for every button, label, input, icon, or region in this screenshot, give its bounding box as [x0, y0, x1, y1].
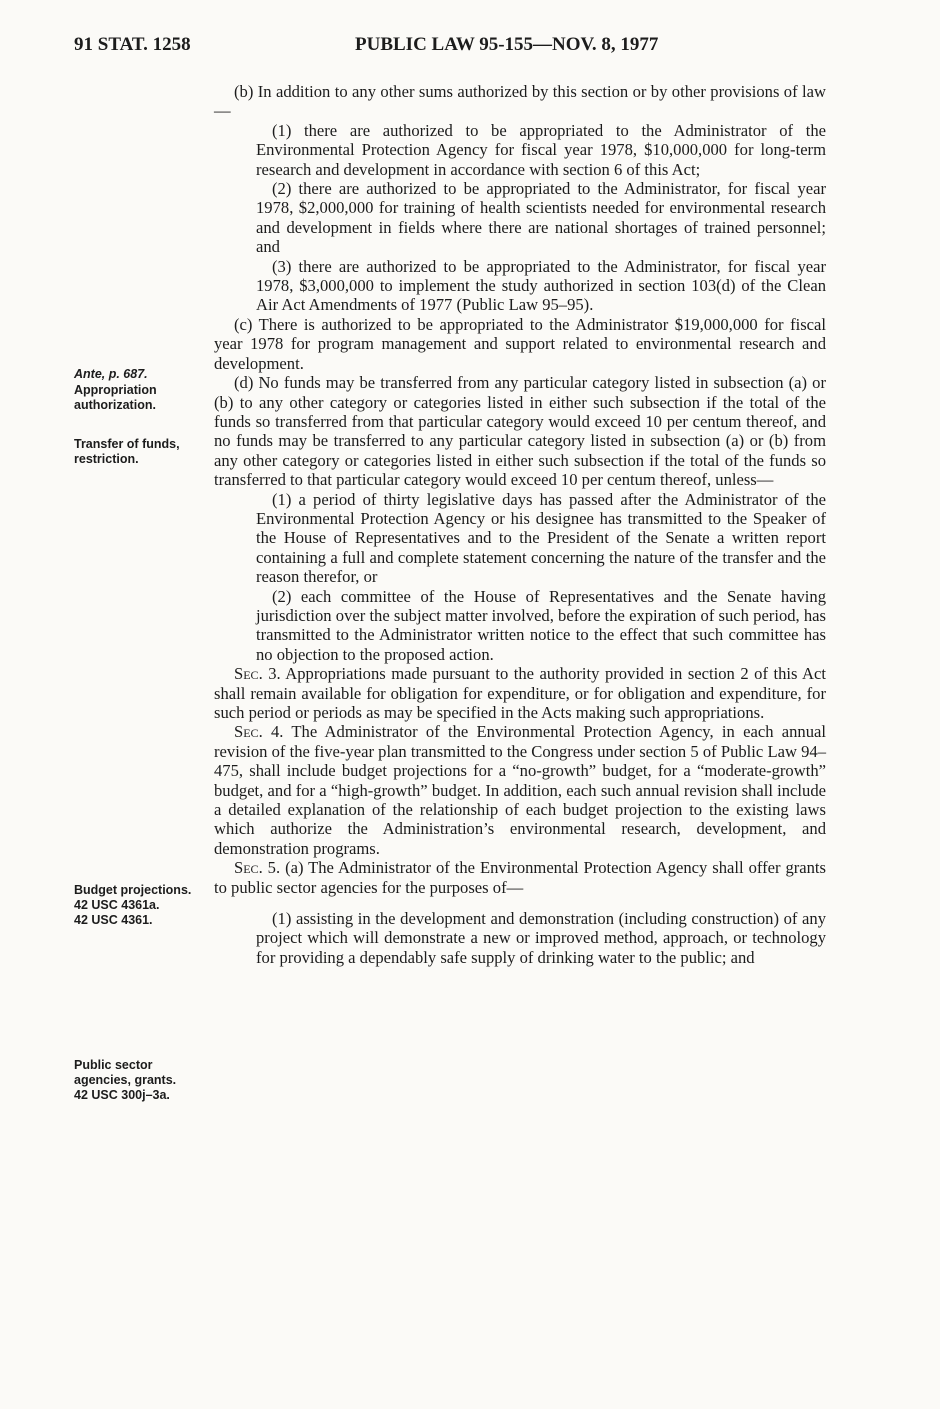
statute-text: [214, 82, 826, 967]
paragraph-b2: (2) there are authorized to be appropriated to the Administrator, for fiscal year 1978, $2,000,000 for training of health scientists needed for environmental research and development in fields where there are national shortages of trained personnel; and: [256, 179, 826, 257]
margin-note-budget-cite-2: 42 USC 4361.: [74, 913, 153, 927]
margin-note-budget-cite-1: 42 USC 4361a.: [74, 898, 160, 912]
paragraph-5a1: (1) assisting in the development and demonstration (including construction) of any project which will demonstrate a new or improved method, approach, or technology for providing a dependably safe supply of drinking water to the public; and: [256, 909, 826, 967]
statute-page-number: 91 STAT. 1258: [74, 34, 191, 55]
section-5-label: Sec. 5.: [234, 858, 281, 878]
section-5: [214, 858, 826, 897]
page-header: [0, 34, 940, 64]
section-4-label: Sec. 4.: [234, 722, 284, 742]
paragraph-c: (c) There is authorized to be appropriated to the Administrator $19,000,000 for fiscal year 1978 for program management and support related to environmental research and development.: [214, 314, 826, 373]
section-5-text: (a) The Administrator of the Environmental Protection Agency shall offer grants to public sector agencies for the purposes of—: [214, 858, 826, 897]
margin-note-transfer: Transfer of funds, restriction.: [74, 437, 180, 466]
section-4-text: The Administrator of the Environmental Protection Agency, in each annual revision of the five-year plan transmitted to the Congress under section 5 of Public Law 94–475, shall include budget projections for a “no-growth” budget, for a “moderate-growth” budget, and for a “high-growth” budget. In addition, each such annual revision shall include a detailed explanation of the relationship of each budget projection to the existing laws which authorize the Administration’s environmental research, development, and demonstration programs.: [214, 722, 826, 858]
section-4: [214, 722, 826, 858]
margin-note-budget-title: Budget projections.: [74, 883, 192, 897]
section-3-text: Appropriations made pursuant to the authority provided in section 2 of this Act shall remain available for obligation for expenditure, or for obligation and expenditure, for such period or periods as may be specified in the Acts making such appropriations.: [214, 664, 827, 722]
paragraph-b3: (3) there are authorized to be appropriated to the Administrator, for fiscal year 1978, $3,000,000 to implement the study authorized in section 103(d) of the Clean Air Act Amendments of 1977 (Public Law 95–95).: [256, 256, 826, 315]
paragraph-d2: (2) each committee of the House of Representatives and the Senate having jurisdiction over the subject matter involved, before the expiration of such period, has transmitted to the Administrator written notice to the effect that such committee has no objection to the proposed action.: [256, 586, 826, 664]
margin-note-public-sector: [74, 1058, 204, 1103]
paragraph-d-intro: (d) No funds may be transferred from any particular category listed in subsection (a) or (b) to any other category or categories listed in either such subsection if the total of the funds so transferred from that particular category would exceed 10 per centum thereof, and no funds may be transferred to any particular category listed in subsection (a) or (b) from any other category or categories listed in either such subsection if the total of the funds so transferred to that particular category would exceed 10 per centum thereof, unless—: [214, 373, 826, 490]
public-law-title: PUBLIC LAW 95-155—NOV. 8, 1977: [355, 34, 659, 55]
paragraph-b-intro: (b) In addition to any other sums authorized by this section or by other provisions of law—: [214, 82, 826, 121]
margin-note-appropriation: Appropriation authorization.: [74, 383, 157, 412]
section-3-label: Sec. 3.: [234, 664, 281, 684]
margin-note-ante: Ante, p. 687.: [74, 367, 148, 381]
margin-note-public-title: Public sector agencies, grants.: [74, 1058, 177, 1087]
section-3: [214, 664, 826, 722]
margin-note-public-cite: 42 USC 300j–3a.: [74, 1088, 170, 1102]
paragraph-b1: (1) there are authorized to be appropriated to the Administrator of the Environmental Protection Agency for fiscal year 1978, $10,000,000 for long-term research and development in accordance with section 6 of this Act;: [256, 120, 826, 179]
margin-note-budget: [74, 883, 204, 928]
paragraph-d1: (1) a period of thirty legislative days has passed after the Administrator of the Environmental Protection Agency or his designee has transmitted to the Speaker of the House of Representatives and to the President of the Senate a written report containing a full and complete statement concerning the nature of the transfer and the reason therefor, or: [256, 489, 826, 587]
